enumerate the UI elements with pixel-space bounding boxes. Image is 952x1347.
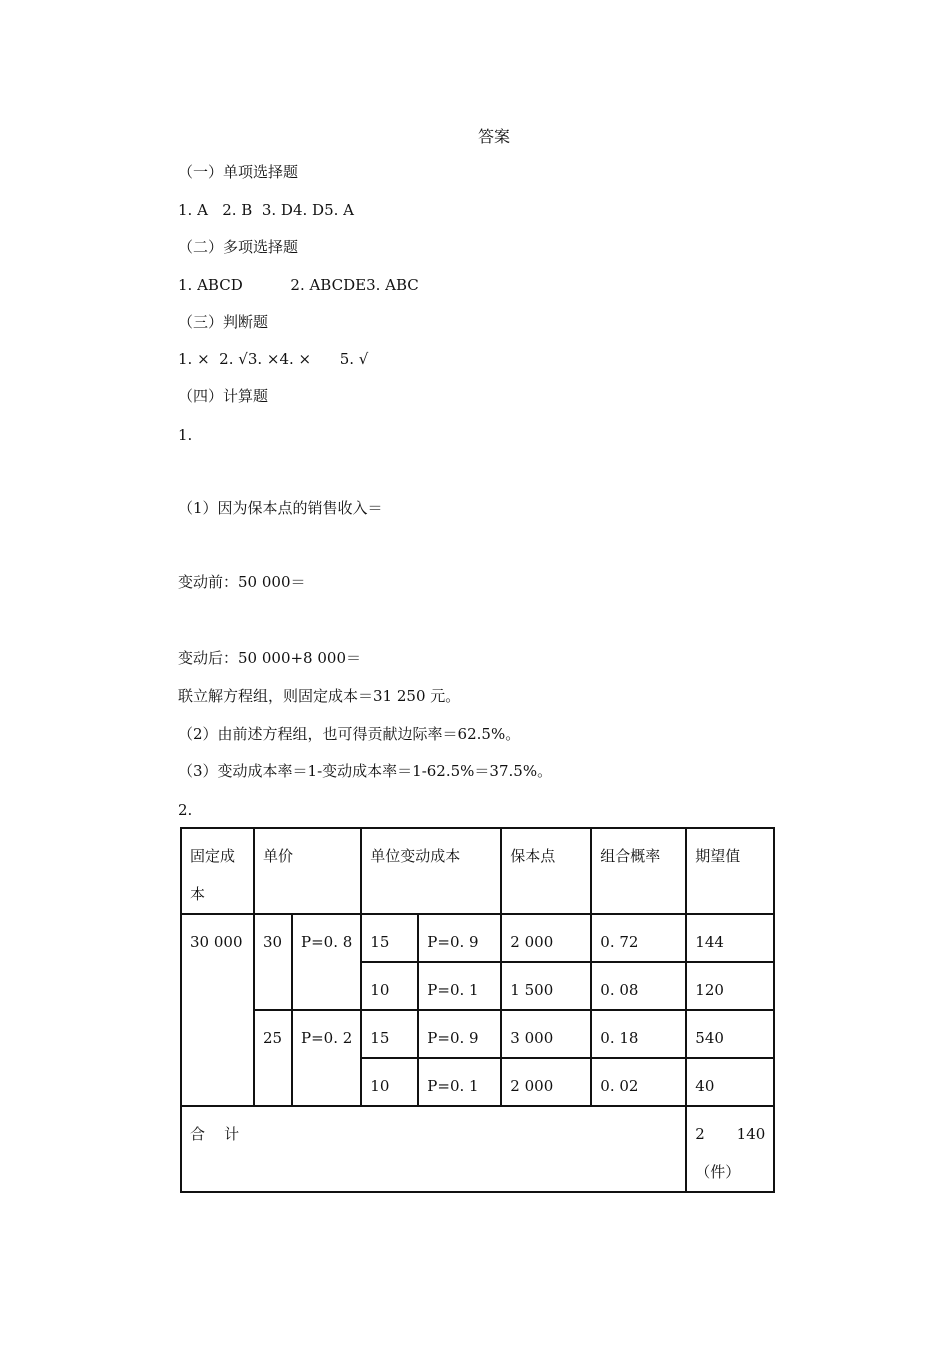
table-header-row bbox=[181, 828, 774, 914]
unit-price-value: 30 bbox=[254, 914, 292, 1010]
joint-probability-value: 0. 08 bbox=[591, 962, 686, 1010]
variable-cost-value: 10 bbox=[361, 1058, 418, 1106]
variable-cost-probability: P=0. 9 bbox=[418, 1010, 501, 1058]
header-unit-price: 单价 bbox=[254, 828, 361, 914]
fixed-cost-value: 30 000 bbox=[181, 914, 254, 1106]
question-1-before-change: 变动前：50 000＝ bbox=[178, 573, 306, 591]
total-label: 合 计 bbox=[181, 1106, 686, 1192]
header-unit-variable-cost: 单位变动成本 bbox=[361, 828, 501, 914]
page-title: 答案 bbox=[477, 127, 510, 146]
breakeven-value: 2 000 bbox=[501, 1058, 591, 1106]
question-1-part-1: （1）因为保本点的销售收入＝ bbox=[178, 499, 383, 517]
breakeven-table bbox=[180, 827, 775, 1193]
variable-cost-value: 15 bbox=[361, 914, 418, 962]
unit-price-probability: P=0. 8 bbox=[292, 914, 361, 1010]
section-heading-calculation: （四）计算题 bbox=[178, 387, 269, 405]
breakeven-value: 3 000 bbox=[501, 1010, 591, 1058]
total-unit: （件） bbox=[695, 1163, 741, 1181]
table-row bbox=[181, 1010, 774, 1058]
question-1-after-change: 变动后：50 000+8 000＝ bbox=[178, 649, 361, 667]
total-value-part-a: 2 bbox=[695, 1125, 705, 1143]
header-fixed-cost: 固定成本 bbox=[181, 828, 254, 914]
breakeven-value: 1 500 bbox=[501, 962, 591, 1010]
section-heading-true-false: （三）判断题 bbox=[178, 313, 269, 331]
variable-cost-value: 15 bbox=[361, 1010, 418, 1058]
question-1-part-3: （3）变动成本率＝1-变动成本率＝1-62.5%＝37.5%。 bbox=[178, 762, 553, 780]
header-expected-value: 期望值 bbox=[686, 828, 774, 914]
unit-price-probability: P=0. 2 bbox=[292, 1010, 361, 1106]
variable-cost-probability: P=0. 1 bbox=[418, 1058, 501, 1106]
total-value bbox=[695, 1115, 765, 1153]
joint-probability-value: 0. 18 bbox=[591, 1010, 686, 1058]
total-value-cell bbox=[686, 1106, 774, 1192]
expected-value: 120 bbox=[686, 962, 774, 1010]
question-1-number: 1. bbox=[178, 426, 193, 444]
question-1-solve: 联立解方程组，则固定成本＝31 250 元。 bbox=[178, 687, 461, 705]
expected-value: 40 bbox=[686, 1058, 774, 1106]
variable-cost-probability: P=0. 1 bbox=[418, 962, 501, 1010]
header-breakeven: 保本点 bbox=[501, 828, 591, 914]
section-heading-single-choice: （一）单项选择题 bbox=[178, 163, 299, 181]
joint-probability-value: 0. 72 bbox=[591, 914, 686, 962]
variable-cost-value: 10 bbox=[361, 962, 418, 1010]
variable-cost-probability: P=0. 9 bbox=[418, 914, 501, 962]
breakeven-value: 2 000 bbox=[501, 914, 591, 962]
question-2-number: 2. bbox=[178, 801, 193, 819]
table-row bbox=[181, 914, 774, 962]
expected-value: 540 bbox=[686, 1010, 774, 1058]
question-1-part-2: （2）由前述方程组，也可得贡献边际率＝62.5%。 bbox=[178, 725, 521, 743]
total-value-part-b: 140 bbox=[736, 1125, 766, 1143]
expected-value: 144 bbox=[686, 914, 774, 962]
true-false-answers: 1. × 2. √3. ×4. × 5. √ bbox=[178, 350, 369, 368]
joint-probability-value: 0. 02 bbox=[591, 1058, 686, 1106]
single-choice-answers: 1. A 2. B 3. D4. D5. A bbox=[178, 201, 354, 219]
section-heading-multiple-choice: （二）多项选择题 bbox=[178, 238, 299, 256]
header-joint-probability: 组合概率 bbox=[591, 828, 686, 914]
multiple-choice-answers: 1. ABCD 2. ABCDE3. ABC bbox=[178, 276, 419, 294]
table-total-row bbox=[181, 1106, 774, 1192]
unit-price-value: 25 bbox=[254, 1010, 292, 1106]
